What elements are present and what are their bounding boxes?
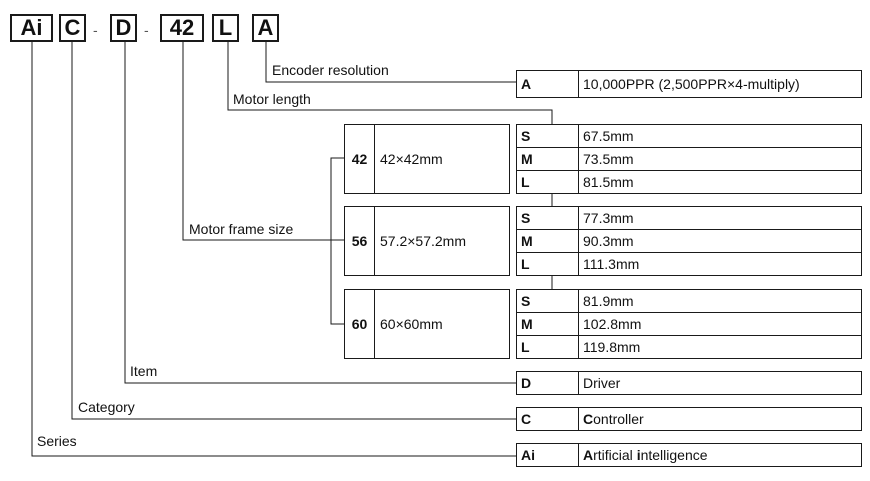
- frame-desc: 42×42mm: [380, 151, 443, 167]
- desc-cell: 81.9mm: [583, 293, 634, 309]
- code-box-frame: 42: [160, 14, 204, 42]
- desc-initial: C: [583, 411, 594, 427]
- length-table-42: [516, 124, 862, 194]
- length-table-56: [516, 206, 862, 276]
- table-row: [517, 125, 861, 148]
- frame-desc: 57.2×57.2mm: [380, 233, 466, 249]
- table-row: [517, 253, 861, 275]
- separator: -: [93, 22, 98, 38]
- desc-cell: 111.3mm: [583, 256, 640, 272]
- table-row: [517, 171, 861, 193]
- desc-cell: [579, 444, 861, 466]
- desc-cell: 67.5mm: [583, 128, 634, 144]
- frame-code: 60: [345, 290, 375, 358]
- category-table: [516, 407, 862, 431]
- frame-bracket: [331, 158, 344, 324]
- table-row: [517, 336, 861, 358]
- code-cell: S: [517, 207, 579, 229]
- table-row: [517, 230, 861, 253]
- frame-desc: 60×60mm: [380, 316, 443, 332]
- table-row: [517, 71, 861, 97]
- desc-mid: rtificial: [593, 447, 637, 463]
- desc-initial-2: i: [636, 447, 641, 463]
- table-row: [517, 313, 861, 336]
- table-row: [517, 148, 861, 171]
- code-cell: D: [517, 372, 579, 394]
- label-series: Series: [37, 433, 77, 449]
- code-cell: L: [517, 171, 579, 193]
- desc-cell: [579, 408, 861, 430]
- series-table: [516, 443, 862, 467]
- desc-rest: ontroller: [593, 411, 644, 427]
- frame-code: 42: [345, 125, 375, 193]
- code-cell: M: [517, 313, 579, 335]
- table-row: [517, 408, 861, 430]
- code-cell: L: [517, 336, 579, 358]
- label-encoder-resolution: Encoder resolution: [272, 62, 389, 78]
- desc-cell: 81.5mm: [583, 174, 634, 190]
- encoder-table: [516, 70, 862, 98]
- code-box-encoder: A: [252, 14, 279, 42]
- label-item: Item: [130, 363, 158, 379]
- length-line: [228, 42, 552, 124]
- label-motor-frame-size: Motor frame size: [189, 221, 294, 237]
- code-cell: M: [517, 148, 579, 170]
- desc-cell: 102.8mm: [583, 316, 642, 332]
- code-box-category: C: [59, 14, 86, 42]
- code-box-length: L: [212, 14, 239, 42]
- code-cell: A: [517, 71, 579, 97]
- code-cell: L: [517, 253, 579, 275]
- code-cell: S: [517, 290, 579, 312]
- label-motor-length: Motor length: [233, 91, 311, 107]
- length-table-60: [516, 289, 862, 359]
- desc-cell: 77.3mm: [583, 210, 634, 226]
- code-cell: S: [517, 125, 579, 147]
- desc-cell: Driver: [583, 375, 621, 391]
- code-box-series: Ai: [10, 14, 53, 42]
- code-cell: C: [517, 408, 579, 430]
- desc-initial: A: [583, 447, 594, 463]
- desc-cell: 73.5mm: [583, 151, 634, 167]
- separator: -: [144, 22, 149, 38]
- label-category: Category: [78, 399, 135, 415]
- frame-box-42: [344, 124, 510, 194]
- desc-cell: 119.8mm: [583, 339, 641, 355]
- frame-box-60: [344, 289, 510, 359]
- table-row: [517, 207, 861, 230]
- table-row: [517, 290, 861, 313]
- table-row: [517, 444, 861, 466]
- code-cell: M: [517, 230, 579, 252]
- desc-cell: 90.3mm: [583, 233, 634, 249]
- item-table: [516, 371, 862, 395]
- code-box-item: D: [110, 14, 137, 42]
- desc-rest: ntelligence: [640, 447, 708, 463]
- desc-cell: 10,000PPR (2,500PPR×4-multiply): [583, 76, 800, 92]
- frame-code: 56: [345, 207, 375, 275]
- table-row: [517, 372, 861, 394]
- code-cell: Ai: [517, 444, 579, 466]
- frame-box-56: [344, 206, 510, 276]
